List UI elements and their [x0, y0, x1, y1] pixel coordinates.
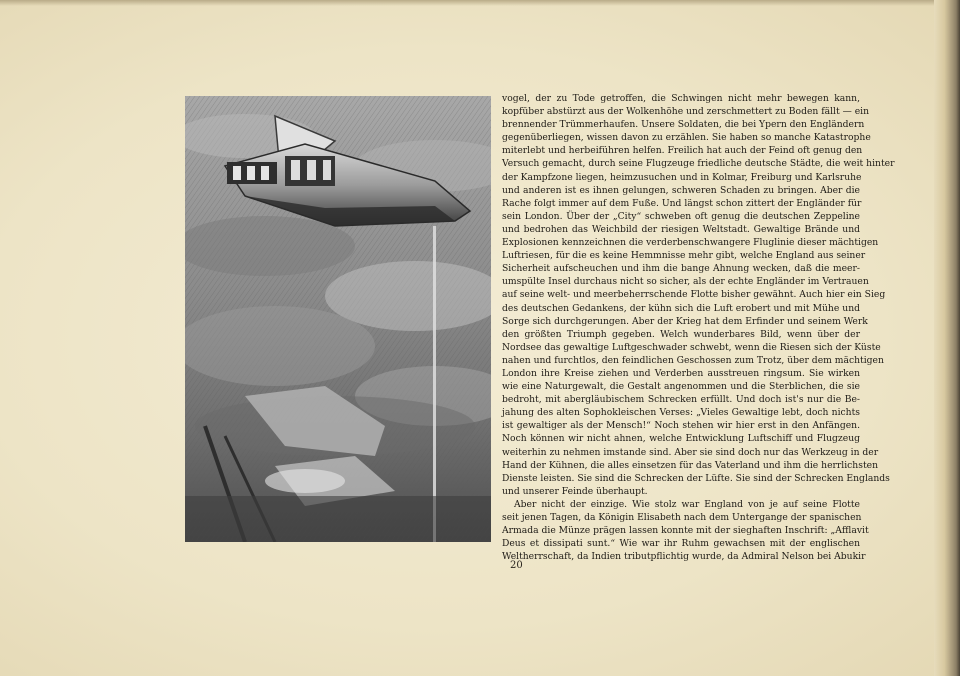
text-line: Hand der Kühnen, die alles einsetzen für das Vaterland und ihm die herrlichsten: [502, 459, 878, 471]
text-line: Noch können wir nicht ahnen, welche Entwicklung Luftschiff und Flugzeug: [502, 433, 860, 445]
text-line: Deus et dissipati sunt.“ Wie war ihr Ruhm gewachsen mit der englischen: [502, 538, 860, 550]
text-line: und unserer Feinde überhaupt.: [502, 485, 648, 497]
text-line: Sicherheit aufscheuchen und ihm die bange Ahnung wecken, daß die meer-: [502, 263, 860, 275]
text-line: und bedrohen das Weichbild der riesigen Weltstadt. Gewaltige Brände und: [502, 223, 860, 235]
text-line: Luftriesen, für die es keine Hemmnisse mehr gibt, welche England aus seiner: [502, 250, 866, 262]
text-line: ist gewaltiger als der Mensch!“ Noch stehen wir hier erst in den Anfängen.: [502, 420, 860, 432]
text-line: der Kampfzone liegen, heimzusuchen und in Kolmar, Freiburg und Karlsruhe: [502, 171, 862, 183]
text-line: seit jenen Tagen, da Königin Elisabeth nach dem Untergange der spanischen: [502, 512, 862, 523]
text-line: Rache folgt immer auf dem Fuße. Und längst schon zittert der Engländer für: [502, 197, 862, 209]
text-line: brennender Trümmerhaufen. Unsere Soldaten, die bei Ypern den Engländern: [502, 119, 865, 131]
text-line: Weltherrschaft, da Indien tributpflichtig wurde, da Admiral Nelson bei Abukir: [502, 551, 866, 563]
text-line: umspülte Insel durchaus nicht so sicher, als der echte Engländer im Vertrauen: [502, 276, 869, 288]
body-text: [502, 92, 895, 563]
text-line: Dienste leisten. Sie sind die Schrecken der Lüfte. Sie sind der Schrecken Englands: [502, 472, 890, 484]
text-line: wie eine Naturgewalt, die Gestalt angenommen und die Sterblichen, die sie: [502, 381, 860, 393]
text-line: bedroht, mit abergläubischem Schrecken erfüllt. Und doch ist's nur die Be-: [502, 394, 860, 406]
text-line: jahung des alten Sophokleischen Verses: „Vieles Gewaltige lebt, doch nichts: [502, 407, 860, 419]
text-line: Aber nicht der einzige. Wie stolz war England von je auf seine Flotte: [514, 498, 860, 510]
text-line: Sorge sich durchgerungen. Aber der Krieg hat dem Erfinder und seinem Werk: [502, 315, 868, 327]
text-line: kopfüber abstürzt aus der Wolkenhöhe und zerschmettert zu Boden fällt — ein: [502, 106, 869, 118]
text-line: vogel, der zu Tode getroffen, die Schwingen nicht mehr bewegen kann,: [502, 93, 860, 104]
text-line: weiterhin zu nehmen imstande sind. Aber sie sind doch nur das Werkzeug in der: [502, 446, 879, 458]
text-line: sein London. Über der „City“ schweben oft genug die deutschen Zeppeline: [502, 210, 860, 222]
text-line: London ihre Kreise ziehen und Verderben ausstreuen ringsum. Sie wirken: [502, 367, 860, 379]
text-line: des deutschen Gedankens, der kühn sich die Luft erobert und mit Mühe und: [502, 302, 860, 314]
text-line: Armada die Münze prägen lassen konnte mit der sieghaften Inschrift: „Afflavit: [502, 525, 869, 537]
text-line: den größten Triumph gegeben. Welch wunderbares Bild, wenn über der: [502, 328, 860, 340]
text-line: nahen und furchtlos, den feindlichen Geschossen zum Trotz, über dem mächtigen: [502, 354, 884, 366]
page-number: 20: [510, 560, 523, 571]
page-top-shadow: [0, 0, 960, 6]
text-line: Nordsee das gewaltige Luftgeschwader schwebt, wenn die Riesen sich der Küste: [502, 341, 881, 353]
text-line: Versuch gemacht, durch seine Flugzeuge friedliche deutsche Städte, die weit hinter: [502, 158, 895, 170]
text-line: und anderen ist es ihnen gelungen, schweren Schaden zu bringen. Aber die: [502, 184, 860, 196]
airship-illustration: [185, 96, 491, 542]
text-line: Explosionen kennzeichnen die verderbenschwangere Fluglinie dieser mächtigen: [502, 237, 879, 249]
text-line: miterlebt und herbeiführen helfen. Freilich hat auch der Feind oft genug den: [502, 145, 863, 157]
text-line: auf seine welt- und meerbeherrschende Flotte bisher gewähnt. Auch hier ein Sieg: [502, 289, 886, 301]
text-line: gegenüberliegen, wissen davon zu erzählen. Sie haben so manche Katastrophe: [502, 132, 871, 144]
page-right-edge: [934, 0, 960, 676]
